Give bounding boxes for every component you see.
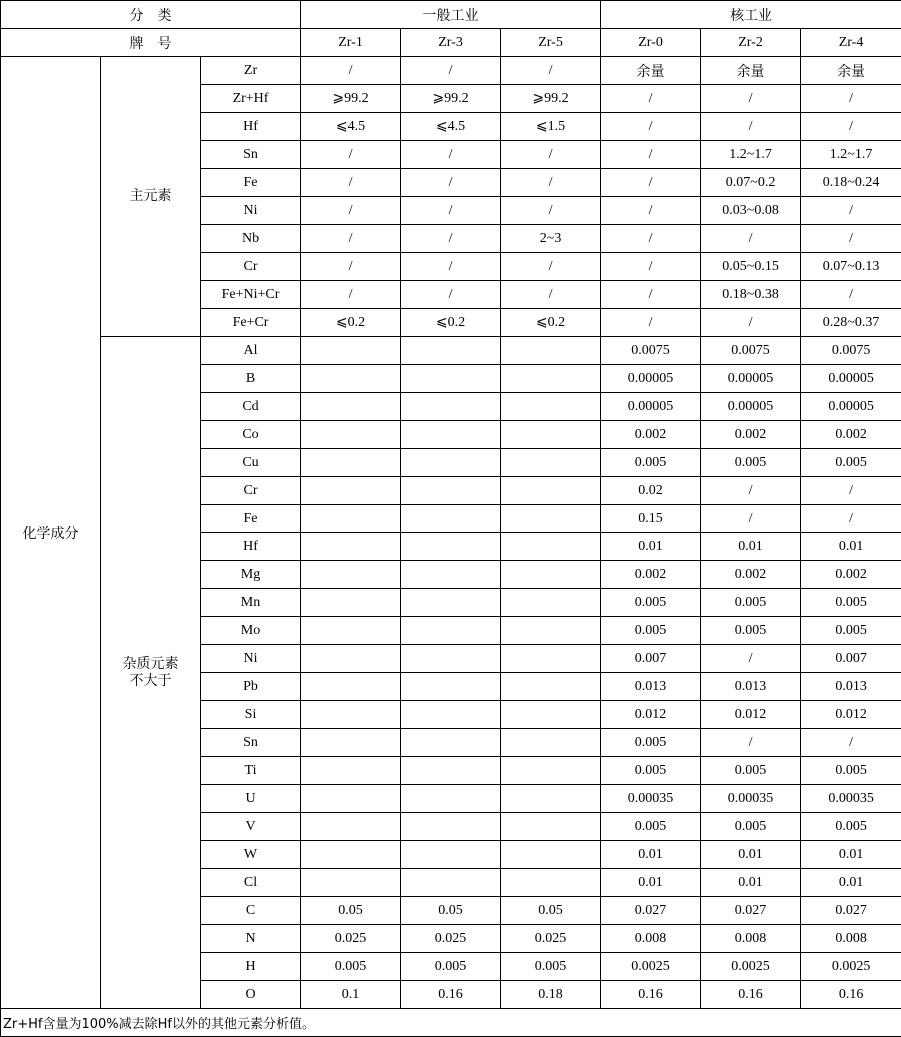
value-cell: 0.05 — [501, 897, 601, 925]
value-cell: 0.005 — [701, 617, 801, 645]
element-name: Pb — [201, 673, 301, 701]
value-cell: 0.005 — [801, 813, 901, 841]
value-cell: 0.005 — [801, 449, 901, 477]
value-cell: / — [501, 57, 601, 85]
value-cell: / — [301, 281, 401, 309]
value-cell — [301, 393, 401, 421]
value-cell: 0.012 — [801, 701, 901, 729]
value-cell — [301, 813, 401, 841]
element-name: Sn — [201, 729, 301, 757]
value-cell: / — [301, 253, 401, 281]
value-cell: / — [701, 505, 801, 533]
element-name: Mo — [201, 617, 301, 645]
value-cell — [301, 561, 401, 589]
value-cell: 0.005 — [701, 757, 801, 785]
value-cell — [501, 869, 601, 897]
grade-header: Zr-3 — [401, 29, 501, 57]
value-cell: / — [701, 645, 801, 673]
value-cell: 0.00005 — [801, 365, 901, 393]
value-cell — [301, 337, 401, 365]
element-name: Fe — [201, 169, 301, 197]
element-name: U — [201, 785, 301, 813]
value-cell: 余量 — [601, 57, 701, 85]
value-cell — [301, 757, 401, 785]
value-cell — [301, 421, 401, 449]
value-cell — [401, 785, 501, 813]
value-cell — [401, 561, 501, 589]
value-cell: 0.008 — [601, 925, 701, 953]
value-cell: 0.01 — [701, 533, 801, 561]
grade-label: 牌 号 — [1, 29, 301, 57]
value-cell — [301, 841, 401, 869]
value-cell: ⩽4.5 — [301, 113, 401, 141]
value-cell: / — [301, 169, 401, 197]
value-cell: 0.00005 — [801, 393, 901, 421]
value-cell: 0.005 — [801, 617, 901, 645]
element-name: Ni — [201, 645, 301, 673]
element-name: Si — [201, 701, 301, 729]
value-cell: 0.01 — [801, 841, 901, 869]
value-cell: / — [601, 225, 701, 253]
impurity-elements-group-label: 杂质元素 不大于 — [101, 337, 201, 1009]
value-cell: 0.005 — [701, 449, 801, 477]
value-cell: / — [601, 141, 701, 169]
value-cell: 0.002 — [701, 421, 801, 449]
footnote: Zr+Hf含量为100%减去除Hf以外的其他元素分析值。 — [1, 1009, 901, 1037]
value-cell — [401, 757, 501, 785]
value-cell — [501, 421, 601, 449]
value-cell: / — [701, 85, 801, 113]
value-cell — [401, 337, 501, 365]
element-name: Cr — [201, 253, 301, 281]
element-name: W — [201, 841, 301, 869]
table-row — [1, 57, 901, 85]
value-cell — [301, 785, 401, 813]
value-cell: / — [701, 477, 801, 505]
value-cell — [301, 449, 401, 477]
value-cell — [501, 561, 601, 589]
value-cell — [301, 365, 401, 393]
element-name: Fe+Ni+Cr — [201, 281, 301, 309]
value-cell — [401, 673, 501, 701]
value-cell: 0.027 — [601, 897, 701, 925]
element-name: O — [201, 981, 301, 1009]
value-cell: / — [801, 113, 901, 141]
main-elements-group-label: 主元素 — [101, 57, 201, 337]
value-cell: 0.002 — [801, 421, 901, 449]
value-cell — [301, 505, 401, 533]
value-cell: / — [601, 169, 701, 197]
grade-header: Zr-4 — [801, 29, 901, 57]
value-cell: 0.012 — [601, 701, 701, 729]
value-cell: / — [501, 281, 601, 309]
value-cell: / — [401, 225, 501, 253]
value-cell — [501, 533, 601, 561]
value-cell — [301, 533, 401, 561]
value-cell — [501, 393, 601, 421]
value-cell — [501, 477, 601, 505]
element-name: Hf — [201, 113, 301, 141]
value-cell: 余量 — [801, 57, 901, 85]
footnote-row — [1, 1009, 901, 1037]
value-cell: 0.00005 — [701, 393, 801, 421]
value-cell: 0.00005 — [601, 365, 701, 393]
value-cell: 0.00035 — [601, 785, 701, 813]
value-cell — [401, 589, 501, 617]
value-cell: / — [501, 253, 601, 281]
value-cell — [501, 757, 601, 785]
value-cell: 0.013 — [701, 673, 801, 701]
value-cell: 0.005 — [501, 953, 601, 981]
element-name: Nb — [201, 225, 301, 253]
value-cell: 0.07~0.2 — [701, 169, 801, 197]
value-cell: 0.005 — [601, 757, 701, 785]
value-cell — [501, 449, 601, 477]
element-name: V — [201, 813, 301, 841]
element-name: Co — [201, 421, 301, 449]
value-cell — [501, 589, 601, 617]
value-cell — [501, 365, 601, 393]
value-cell: ⩽4.5 — [401, 113, 501, 141]
element-name: Ni — [201, 197, 301, 225]
value-cell: 1.2~1.7 — [801, 141, 901, 169]
value-cell: / — [601, 113, 701, 141]
header-row-grade — [1, 29, 901, 57]
value-cell — [501, 701, 601, 729]
value-cell: ⩽0.2 — [501, 309, 601, 337]
value-cell — [301, 645, 401, 673]
value-cell — [501, 505, 601, 533]
value-cell: 0.007 — [601, 645, 701, 673]
value-cell: 0.027 — [701, 897, 801, 925]
element-name: Mn — [201, 589, 301, 617]
value-cell: 2~3 — [501, 225, 601, 253]
value-cell: / — [801, 197, 901, 225]
table-body — [1, 1, 901, 1009]
value-cell — [401, 365, 501, 393]
value-cell — [401, 645, 501, 673]
value-cell: 0.01 — [701, 869, 801, 897]
value-cell: 0.00035 — [801, 785, 901, 813]
grade-header: Zr-1 — [301, 29, 401, 57]
value-cell: / — [401, 197, 501, 225]
element-name: Cd — [201, 393, 301, 421]
value-cell: 0.013 — [601, 673, 701, 701]
value-cell: / — [501, 169, 601, 197]
value-cell — [501, 785, 601, 813]
value-cell: / — [501, 141, 601, 169]
element-name: Mg — [201, 561, 301, 589]
value-cell: 0.013 — [801, 673, 901, 701]
category-label: 分 类 — [1, 1, 301, 29]
value-cell: 0.002 — [601, 421, 701, 449]
value-cell: ⩾99.2 — [401, 85, 501, 113]
value-cell — [401, 729, 501, 757]
value-cell: 0.18 — [501, 981, 601, 1009]
value-cell: 0.0075 — [601, 337, 701, 365]
element-name: C — [201, 897, 301, 925]
element-name: Cu — [201, 449, 301, 477]
value-cell: 0.15 — [601, 505, 701, 533]
value-cell: 0.005 — [401, 953, 501, 981]
general-industry-header: 一般工业 — [301, 1, 601, 29]
element-name: Zr — [201, 57, 301, 85]
value-cell — [501, 841, 601, 869]
value-cell: / — [401, 169, 501, 197]
value-cell — [301, 617, 401, 645]
value-cell — [401, 505, 501, 533]
value-cell: 0.008 — [701, 925, 801, 953]
grade-header: Zr-5 — [501, 29, 601, 57]
value-cell: ⩽0.2 — [301, 309, 401, 337]
value-cell — [401, 421, 501, 449]
value-cell: 0.025 — [501, 925, 601, 953]
value-cell — [401, 617, 501, 645]
value-cell: 0.1 — [301, 981, 401, 1009]
value-cell: / — [801, 281, 901, 309]
value-cell: / — [601, 197, 701, 225]
value-cell: / — [401, 141, 501, 169]
element-name: Cr — [201, 477, 301, 505]
value-cell: 0.005 — [801, 589, 901, 617]
value-cell: 0.008 — [801, 925, 901, 953]
value-cell: / — [801, 85, 901, 113]
value-cell: 0.002 — [701, 561, 801, 589]
value-cell: 0.0025 — [801, 953, 901, 981]
element-name: Zr+Hf — [201, 85, 301, 113]
value-cell: 0.0025 — [701, 953, 801, 981]
value-cell: / — [301, 57, 401, 85]
grade-header: Zr-0 — [601, 29, 701, 57]
chemical-composition-label: 化学成分 — [1, 57, 101, 1009]
element-name: Cl — [201, 869, 301, 897]
value-cell: / — [801, 729, 901, 757]
value-cell — [301, 477, 401, 505]
value-cell: / — [701, 225, 801, 253]
value-cell — [301, 701, 401, 729]
element-name: Fe — [201, 505, 301, 533]
value-cell: 0.005 — [701, 589, 801, 617]
value-cell: / — [301, 197, 401, 225]
value-cell: / — [401, 57, 501, 85]
element-name: N — [201, 925, 301, 953]
value-cell: ⩾99.2 — [501, 85, 601, 113]
value-cell: / — [601, 309, 701, 337]
value-cell: 0.005 — [601, 617, 701, 645]
value-cell: 0.16 — [601, 981, 701, 1009]
value-cell: / — [601, 253, 701, 281]
value-cell: 0.0025 — [601, 953, 701, 981]
value-cell: 0.0075 — [801, 337, 901, 365]
value-cell: / — [701, 113, 801, 141]
value-cell: 0.05 — [401, 897, 501, 925]
value-cell: 0.005 — [301, 953, 401, 981]
value-cell: ⩽0.2 — [401, 309, 501, 337]
value-cell: 0.002 — [601, 561, 701, 589]
header-row-category — [1, 1, 901, 29]
value-cell: 0.00005 — [701, 365, 801, 393]
value-cell — [401, 533, 501, 561]
value-cell: 0.00035 — [701, 785, 801, 813]
value-cell — [401, 477, 501, 505]
value-cell — [301, 869, 401, 897]
value-cell: / — [501, 197, 601, 225]
value-cell — [501, 337, 601, 365]
value-cell — [401, 813, 501, 841]
value-cell — [401, 841, 501, 869]
value-cell: / — [801, 505, 901, 533]
value-cell: 0.01 — [601, 841, 701, 869]
value-cell: 0.025 — [301, 925, 401, 953]
value-cell: / — [301, 225, 401, 253]
element-name: Ti — [201, 757, 301, 785]
value-cell: 0.03~0.08 — [701, 197, 801, 225]
value-cell: 0.027 — [801, 897, 901, 925]
value-cell — [301, 589, 401, 617]
value-cell: ⩽1.5 — [501, 113, 601, 141]
value-cell: / — [601, 281, 701, 309]
value-cell: 0.00005 — [601, 393, 701, 421]
value-cell: / — [701, 729, 801, 757]
value-cell: / — [301, 141, 401, 169]
value-cell — [501, 813, 601, 841]
value-cell: 0.007 — [801, 645, 901, 673]
value-cell — [501, 645, 601, 673]
value-cell: 0.01 — [601, 869, 701, 897]
value-cell: / — [601, 85, 701, 113]
element-name: Sn — [201, 141, 301, 169]
value-cell: 0.025 — [401, 925, 501, 953]
value-cell: 0.01 — [701, 841, 801, 869]
value-cell — [401, 449, 501, 477]
value-cell — [401, 869, 501, 897]
value-cell: 0.012 — [701, 701, 801, 729]
value-cell: 0.005 — [701, 813, 801, 841]
value-cell: 0.18~0.24 — [801, 169, 901, 197]
element-name: H — [201, 953, 301, 981]
value-cell: 0.005 — [601, 729, 701, 757]
value-cell: ⩾99.2 — [301, 85, 401, 113]
value-cell: 0.07~0.13 — [801, 253, 901, 281]
value-cell: 0.01 — [601, 533, 701, 561]
value-cell: / — [801, 225, 901, 253]
element-name: B — [201, 365, 301, 393]
value-cell: 0.18~0.38 — [701, 281, 801, 309]
value-cell: 0.005 — [601, 813, 701, 841]
table-row — [1, 337, 901, 365]
nuclear-industry-header: 核工业 — [601, 1, 901, 29]
value-cell: 0.02 — [601, 477, 701, 505]
value-cell: 1.2~1.7 — [701, 141, 801, 169]
value-cell: 0.01 — [801, 533, 901, 561]
value-cell — [401, 393, 501, 421]
value-cell — [501, 617, 601, 645]
value-cell: 0.28~0.37 — [801, 309, 901, 337]
value-cell: 0.002 — [801, 561, 901, 589]
element-name: Fe+Cr — [201, 309, 301, 337]
value-cell: 0.05 — [301, 897, 401, 925]
value-cell: 0.0075 — [701, 337, 801, 365]
value-cell: / — [401, 281, 501, 309]
element-name: Hf — [201, 533, 301, 561]
value-cell: / — [801, 477, 901, 505]
value-cell — [301, 673, 401, 701]
value-cell — [501, 729, 601, 757]
element-name: Al — [201, 337, 301, 365]
value-cell: 0.16 — [801, 981, 901, 1009]
value-cell — [301, 729, 401, 757]
value-cell: 0.005 — [601, 589, 701, 617]
grade-header: Zr-2 — [701, 29, 801, 57]
value-cell — [501, 673, 601, 701]
value-cell: 0.16 — [401, 981, 501, 1009]
value-cell: 0.01 — [801, 869, 901, 897]
value-cell: 0.16 — [701, 981, 801, 1009]
value-cell — [401, 701, 501, 729]
value-cell: 0.05~0.15 — [701, 253, 801, 281]
value-cell: / — [401, 253, 501, 281]
value-cell: 余量 — [701, 57, 801, 85]
value-cell: 0.005 — [601, 449, 701, 477]
value-cell: 0.005 — [801, 757, 901, 785]
value-cell: / — [701, 309, 801, 337]
